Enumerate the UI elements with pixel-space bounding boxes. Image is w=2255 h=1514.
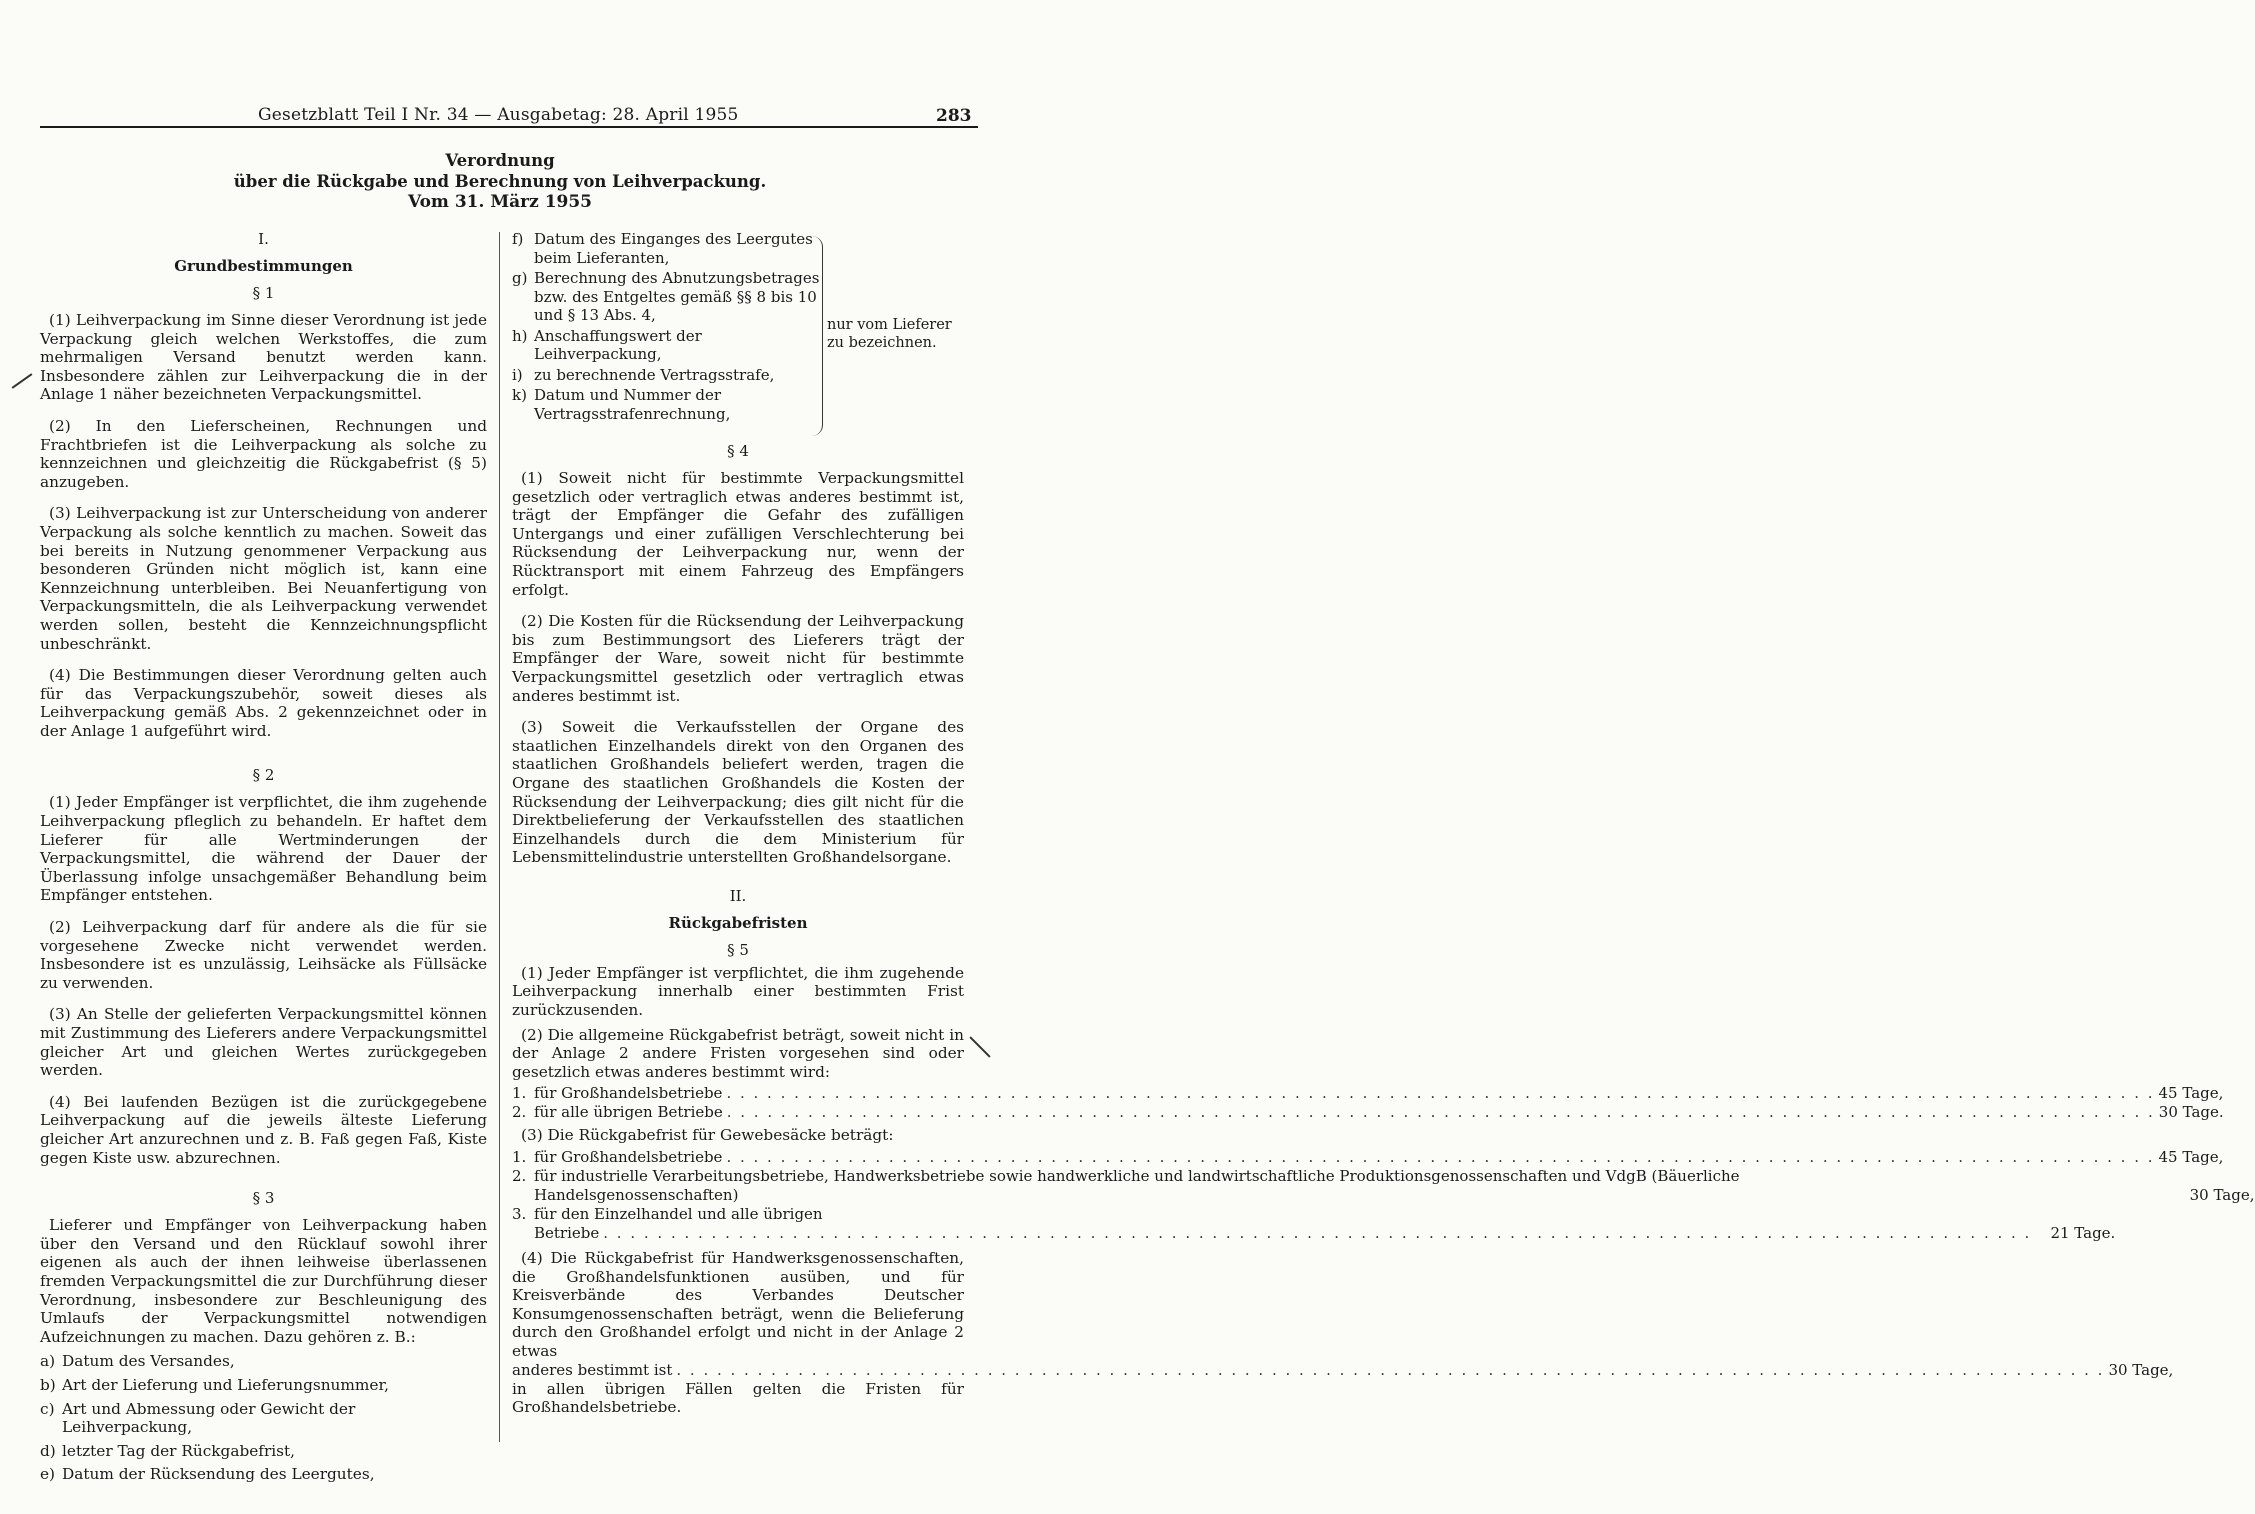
section-4-para-1: (1) Soweit nicht für bestimmte Verpackungsmittel gesetzlich oder vertraglich etwas anderes bestimmt ist, trägt der Empfänger die Gefahr des zufälligen Untergangs und einer zufälligen Verschlechterung bei Rücksendung der Leihverpackung nur, wenn der Rücktransport mit einem Fahrzeug des Empfängers erfolgt. <box>512 469 964 599</box>
list-item: 3. für den Einzelhandel und alle übrigen Betriebe . . . 21 Tage. <box>512 1205 964 1243</box>
running-head: Gesetzblatt Teil I Nr. 34 — Ausgabetag: 28. April 1955 <box>258 105 739 125</box>
page-number: 283 <box>936 106 972 126</box>
list-item: f) Datum des Einganges des Leergutes beim Lieferanten, <box>512 230 813 267</box>
section-4-para-2: (2) Die Kosten für die Rücksendung der Leihverpackung bis zum Bestimmungsort des Lieferers trägt der Empfänger der Ware, soweit nicht für bestimmte Verpackungsmittel gesetzlich oder vertraglich etwas anderes bestimmt ist. <box>512 612 964 705</box>
list-item: k) Datum und Nummer der Vertragsstrafenrechnung, <box>512 386 731 423</box>
decree-title <box>0 150 1000 213</box>
section-5-para-4: (4) Die Rückgabefrist für Handwerksgenossenschaften, die Großhandelsfunktionen ausüben, und für Kreisverbände des Verbandes Deutscher Konsumgenossenschaften beträgt, wenn die Belieferung durch den Großhandel erfolgt und nicht in der Anlage 2 etwas <box>512 1249 964 1360</box>
right-column <box>512 230 2255 1430</box>
section-4-heading: § 4 <box>727 442 749 460</box>
list-item: 2. für alle übrigen Betriebe . . . 30 Tage. <box>512 1103 964 1122</box>
part-one-heading: Grundbestimmungen <box>174 257 353 275</box>
margin-mark <box>969 1036 990 1057</box>
part-two-heading: Rückgabefristen <box>668 913 808 932</box>
list-item: h) Anschaffungswert der Leihverpackung, <box>512 326 702 363</box>
section-2-para-2: (2) Leihverpackung darf für andere als die für sie vorgesehene Zwecke nicht verwendet werden. Insbesondere ist es unzulässig, Leihsäcke als Füllsäcke zu verwenden. <box>40 918 487 992</box>
section-5-para-2: (2) Die allgemeine Rückgabefrist beträgt, soweit nicht in der Anlage 2 andere Fristen vorgesehen sind oder gesetzlich etwas anderes bestimmt wird: <box>512 1025 964 1081</box>
list-item: b) Art der Lieferung und Lieferungsnummer, <box>40 1375 389 1394</box>
title-line-1: Verordnung <box>445 151 555 170</box>
section-2-heading: § 2 <box>252 766 275 785</box>
list-item: a) Datum des Versandes, <box>40 1352 235 1371</box>
list-item: e) Datum der Rücksendung des Leergutes, <box>40 1465 375 1484</box>
section-1-para-4: (4) Die Bestimmungen dieser Verordnung gelten auch für das Verpackungszubehör, soweit dieses als Leihverpackung gemäß Abs. 2 gekennzeichnet oder in der Anlage 1 aufgeführt wird. <box>40 666 487 740</box>
section-5-para-3: (3) Die Rückgabefrist für Gewebesäcke beträgt: <box>521 1126 894 1145</box>
list-item: c) Art und Abmessung oder Gewicht der Leihverpackung, <box>40 1399 356 1437</box>
section-5-para-4-line: anderes bestimmt ist . . . 30 Tage, <box>512 1361 964 1380</box>
section-2-para-4: (4) Bei laufenden Bezügen ist die zurückgegebene Leihverpackung auf die jeweils älteste Lieferung gleicher Art anzurechnen und z. B. Faß gegen Faß, Kiste gegen Kiste usw. abzurechnen. <box>40 1092 487 1167</box>
section-3-heading: § 3 <box>252 1189 275 1208</box>
section-1-para-1: (1) Leihverpackung im Sinne dieser Verordnung ist jede Verpackung gleich welchen Werkstoffes, die zum mehrmaligen Versand benutzt werden kann. Insbesondere zählen zur Leihverpackung die in der Anlage 1 näher bezeichneten Verpackungsmittel. <box>40 311 487 404</box>
section-2-para-1: (1) Jeder Empfänger ist verpflichtet, die ihm zugehende Leihverpackung pfleglich zu behandeln. Er haftet dem Lieferer für alle Wertminderungen der Verpackungsmittel, die während der Dauer der Überlassung infolge unsachgemäßer Behandlung beim Empfänger entstehen. <box>40 793 487 905</box>
dot-leader <box>727 1103 2155 1122</box>
part-two-number: II. <box>729 886 747 905</box>
section-3-list-continued <box>512 230 964 442</box>
dot-leader <box>726 1148 2154 1167</box>
brace <box>812 236 823 436</box>
section-2-para-3: (3) An Stelle der gelieferten Verpackungsmittel können mit Zustimmung des Lieferers andere Verpackungsmittel gleicher Art und gleichen Wertes zurückgegeben werden. <box>40 1005 487 1080</box>
dot-leader <box>726 1084 2154 1103</box>
list-item: g) Berechnung des Abnutzungsbetrages bzw. des Entgeltes gemäß §§ 8 bis 10 und § 13 Abs. 4, <box>512 269 820 324</box>
section-1-heading: § 1 <box>252 284 275 302</box>
list-item: i) zu berechnende Vertragsstrafe, <box>512 365 775 384</box>
section-5-para-1: (1) Jeder Empfänger ist verpflichtet, die ihm zugehende Leihverpackung innerhalb einer bestimmten Frist zurückzusenden. <box>512 963 964 1020</box>
list-item: d) letzter Tag der Rückgabefrist, <box>40 1441 296 1460</box>
list-item: 1. für Großhandelsbetriebe . . . 45 Tage, <box>512 1148 964 1167</box>
column-divider <box>499 232 500 1442</box>
header-rule <box>40 126 978 128</box>
section-3-para-1: Lieferer und Empfänger von Leihverpackung haben über den Versand und den Rücklauf sowohl ihrer eigenen als auch der ihnen leihweise überlassenen fremden Verpackungsmittel die zur Durchführung dieser Verordnung, insbesondere zur Beschleunigung des Umlaufs der Verpackungsmittel notwendigen Aufzeichnungen zu machen. Dazu gehören z. B.: <box>40 1216 487 1346</box>
section-1-para-3: (3) Leihverpackung ist zur Unterscheidung von anderer Verpackung als solche kenntlich zu machen. Soweit das bei bereits in Nutzung genommener Verpackung aus besonderen Gründen nicht möglich ist, kann eine Kennzeichnung unterbleiben. Bei Neuanfertigung von Verpackungsmitteln, die als Leihverpackung verwendet werden sollen, besteht die Kennzeichnungspflicht unbeschränkt. <box>40 504 487 653</box>
dot-leader <box>676 1361 2104 1380</box>
decree-date: Vom 31. März 1955 <box>407 192 593 212</box>
part-one-number: I. <box>258 230 269 248</box>
title-line-2: über die Rückgabe und Berechnung von Leihverpackung. <box>233 172 767 191</box>
section-5-heading: § 5 <box>727 940 749 959</box>
list-item: 2. für industrielle Verarbeitungsbetriebe, Handwerksbetriebe sowie handwerkliche und landwirtschaftliche Produktionsgenossenschaften und VdgB (Bäuerliche Handelsgenossenschaften) 30 Tage, <box>512 1167 2255 1205</box>
section-1-para-2: (2) In den Lieferscheinen, Rechnungen und Frachtbriefen ist die Leihverpackung als solche zu kennzeichnen und gleichzeitig die Rückgabefrist (§ 5) anzugeben. <box>40 416 487 491</box>
section-4-para-3: (3) Soweit die Verkaufsstellen der Organe des staatlichen Einzelhandels direkt von den Organen des staatlichen Großhandels beliefert werden, tragen die Organe des staatlichen Großhandels die Kosten der Rücksendung der Leihverpackung; dies gilt nicht für die Direktbelieferung der Verkaufsstellen des staatlichen Einzelhandels durch die dem Ministerium für Lebensmittelindustrie unterstellten Großhandelsorgane. <box>512 718 964 867</box>
list-item: 1. für Großhandelsbetriebe . . . 45 Tage, <box>512 1084 964 1103</box>
margin-mark <box>12 373 33 388</box>
left-column <box>40 230 487 1489</box>
section-3-list <box>40 1352 487 1484</box>
section-5-para-4-end: in allen übrigen Fällen gelten die Fristen für Großhandelsbetriebe. <box>512 1379 964 1417</box>
brace-note: nur vom Lieferer zu bezeichnen. <box>827 317 952 351</box>
dot-leader <box>603 1224 2031 1243</box>
